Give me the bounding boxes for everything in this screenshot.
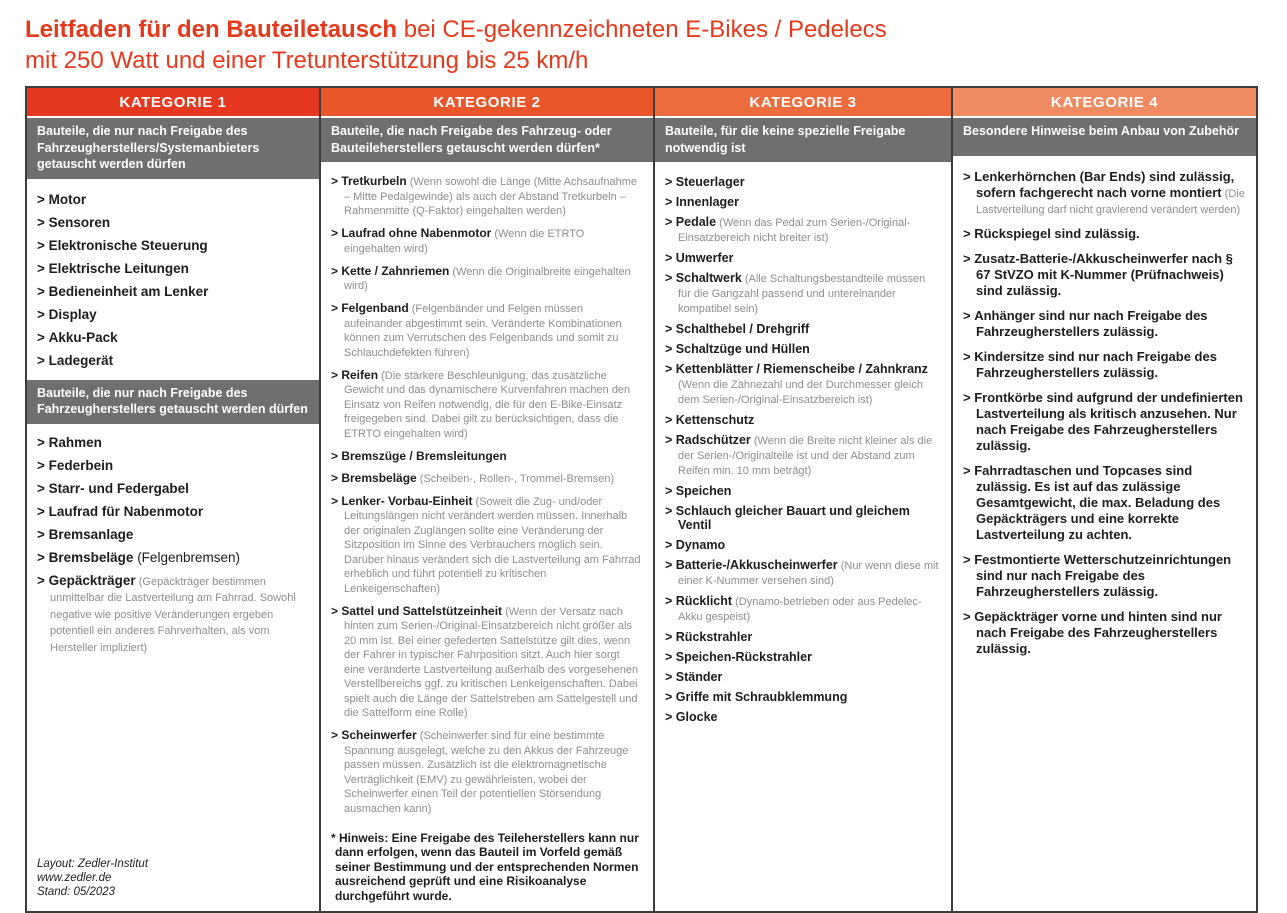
item-name: Umwerfer (675, 251, 734, 265)
category-table (25, 86, 1262, 913)
item-name: Gepäckträger vorne und hinten sind nur nach Freigabe des Fahrzeugherstellers zulässig. (974, 609, 1222, 656)
chevron-marker: > (37, 503, 49, 519)
page-title-rest: bei CE-gekennzeichneten E-Bikes / Pedelecs (397, 16, 887, 43)
item-name: Rückspiegel sind zulässig. (974, 226, 1140, 241)
list-item (37, 192, 309, 207)
list-item (331, 450, 643, 464)
chevron-marker: > (665, 484, 676, 498)
page-title-bold: Leitfaden für den Bauteiletausch (25, 16, 398, 43)
item-name: Laufrad ohne Nabenmotor (341, 226, 492, 240)
item-note: (Wenn das Pedal zum Serien-/Original-Einsatzbereich nicht breiter ist) (678, 217, 911, 244)
chevron-marker: > (665, 504, 676, 518)
column-header: KATEGORIE 1 (27, 88, 319, 118)
list-item (665, 484, 941, 498)
item-note: (Wenn die Originalbreite eingehalten wird) (344, 265, 631, 292)
chevron-marker: > (37, 214, 49, 230)
chevron-marker: > (331, 470, 342, 485)
list-item (665, 690, 941, 704)
item-name: Display (48, 306, 97, 322)
item-note: (Nur wenn diese mit einer K-Nummer versehen sind) (678, 560, 939, 587)
item-name: Laufrad für Nabenmotor (48, 503, 204, 519)
item-name: Innenlager (675, 195, 739, 209)
item-name: Kette / Zahnriemen (341, 263, 450, 278)
item-name: Festmontierte Wetterschutzeinrichtungen sind nur nach Freigabe des Fahrzeugherstellers zulässig. (974, 552, 1232, 599)
chevron-marker: > (37, 480, 49, 496)
list-item (665, 215, 941, 245)
item-name: Bremsbeläge (48, 549, 134, 565)
item-name: Rückstrahler (675, 630, 753, 644)
list-item (331, 605, 643, 721)
list-item (37, 481, 309, 496)
page-title (25, 14, 1262, 76)
document-page (0, 14, 1287, 903)
chevron-marker: > (665, 558, 676, 572)
list-item (331, 302, 643, 360)
item-name: Scheinwerfer (341, 728, 417, 742)
item-name: Fahrradtaschen und Topcases sind zulässig. Es ist auf das zulässige Gesamtgewicht, die max. Beladung des Gepäckträgers und eine korrekte Lastverteilung zu achten. (974, 463, 1221, 542)
list-item (963, 463, 1246, 543)
chevron-marker: > (963, 308, 975, 323)
item-name: Bedieneinheit am Lenker (48, 283, 209, 299)
list-item (665, 251, 941, 265)
column-kategorie-4 (951, 86, 1258, 913)
chevron-marker: > (665, 322, 676, 336)
item-name: Sensoren (48, 214, 111, 230)
column-kategorie-1 (25, 86, 321, 913)
column-subheader: Bauteile, die nach Freigabe des Fahrzeug- oder Bauteileherstellers getauscht werden dürfen* (321, 118, 653, 164)
item-name: Frontkörbe sind aufgrund der undefinierten Lastverteilung als kritisch anzusehen. Nur nach Freigabe des Fahrzeugherstellers zulässig. (974, 390, 1243, 453)
list-item (963, 226, 1246, 242)
chevron-marker: > (665, 271, 676, 285)
chevron-marker: > (665, 670, 676, 684)
item-note: (Die Lastverteilung darf nicht gravierend verändert werden) (976, 188, 1245, 216)
chevron-marker: > (963, 251, 975, 266)
item-note: (Die stärkere Beschleunigung, das zusätzliche Gewicht und das dynamischere Kurvenfahren machen den Einsatz von Reifen notwendig, die für den E-Bike-Einsatz freigegeben sind. Dabei gilt zu berücksichtigen, dass die ETRTO eingehalten wird) (344, 369, 631, 440)
column-subheader: Bauteile, für die keine spezielle Freigabe notwendig ist (655, 118, 951, 164)
chevron-marker: > (665, 538, 676, 552)
page-title-line2: mit 250 Watt und einer Tretunterstützung bis 25 km/h (25, 47, 589, 74)
list-item (37, 284, 309, 299)
chevron-marker: > (37, 260, 49, 276)
item-name: Lenkerhörnchen (Bar Ends) sind zulässig, sofern fachgerecht nach vorne montiert (974, 169, 1235, 200)
item-name: Ständer (675, 670, 723, 684)
item-name: Speichen-Rückstrahler (675, 650, 812, 664)
item-note: (Scheinwerfer sind für eine bestimmte Spannung ausgelegt, welche zu den Akkus der Fahrzeuge passen müssen. Zusätzlich ist die elektromagnetische Verträglichkeit (EMV) zu gewährleisten, wobei der Scheinwerfer einen Teil der potentiellen Störsendung ausmachen kann) (344, 730, 629, 815)
chevron-marker: > (963, 169, 975, 184)
column-body (655, 164, 951, 911)
item-name: Elektronische Steuerung (48, 237, 208, 253)
item-name: Tretkurbeln (341, 174, 407, 188)
item-name: Bremsanlage (48, 526, 134, 542)
item-name: Gepäckträger (48, 572, 136, 588)
column-kategorie-2 (319, 86, 655, 913)
list-item (665, 670, 941, 684)
chevron-marker: > (331, 226, 342, 240)
chevron-marker: > (37, 283, 49, 299)
item-name: Steuerlager (675, 175, 745, 189)
chevron-marker: > (665, 690, 676, 704)
item-name: Rahmen (48, 434, 102, 450)
item-note: (Scheiben-, Rollen-, Trommel-Bremsen) (416, 472, 615, 485)
item-name: Felgenband (341, 301, 409, 315)
chevron-marker: > (37, 352, 49, 368)
footer-line: Stand: 05/2023 (37, 886, 116, 898)
footnote-hinweis: * Hinweis: Eine Freigabe des Teileherstellers kann nur dann erfolgen, wenn das Bauteil im Vorfeld gemäß seiner Bestimmung und der entsprechenden Normen ausreichend geprüft und eine Risikoanalyse durchgeführt wurde. (331, 830, 639, 903)
list-item (37, 435, 309, 450)
item-name: Rücklicht (675, 594, 733, 608)
list-item (331, 729, 643, 816)
list-item (665, 650, 941, 664)
chevron-marker: > (963, 390, 975, 405)
list-item (331, 175, 643, 219)
website-text: www.zedler.de (37, 872, 112, 884)
item-note: (Wenn die Zähnezahl und der Durchmesser gleich dem Serien-/Original-Einsatzbereich ist) (678, 379, 923, 406)
list-item (665, 538, 941, 552)
item-name: Ladegerät (48, 352, 114, 368)
list-item (665, 504, 941, 532)
chevron-marker: > (331, 448, 342, 463)
list-item (331, 369, 643, 442)
item-name: Anhänger sind nur nach Freigabe des Fahrzeugherstellers zulässig. (974, 308, 1208, 339)
list-item (37, 238, 309, 253)
item-name: Speichen (675, 484, 732, 498)
list-item (37, 573, 309, 656)
chevron-marker: > (331, 263, 342, 278)
list-item (665, 413, 941, 427)
list-item (963, 552, 1246, 600)
list-item (37, 353, 309, 368)
item-name: Akku-Pack (48, 329, 118, 345)
section-midheader: Bauteile, die nur nach Freigabe des Fahrzeugherstellers getauscht werden dürfen (27, 380, 319, 424)
chevron-marker: > (665, 215, 676, 229)
chevron-marker: > (37, 434, 49, 450)
item-plain-text: (Felgenbremsen) (133, 549, 240, 565)
chevron-marker: > (37, 526, 49, 542)
footer-line: Layout: Zedler-Institut (37, 858, 149, 870)
item-note: (Wenn der Versatz nach hinten zum Serien-/Original-Einsatzbereich nicht größer als 20 mm ist. Bei einer gefederten Sattelstütze gilt dies, wenn der Fahrer in typischer Fahrposition sitzt. Auch hier sorgt eine veränderte Lastverteilung außerhalb des vorgesehenen Verstellbereichs ggf. zu kritischen Lenkeigenschaften. Dabei spielt auch die Länge der Sattelstreben am Sattelgestell und die Sattelform eine Rolle) (344, 605, 639, 719)
column-subheader: Besondere Hinweise beim Anbau von Zubehör (953, 118, 1256, 158)
list-item (37, 261, 309, 276)
chevron-marker: > (331, 174, 342, 188)
chevron-marker: > (331, 603, 342, 618)
list-item (37, 330, 309, 345)
column-body (27, 181, 319, 912)
chevron-marker: > (37, 457, 49, 473)
item-name: Schaltzüge und Hüllen (675, 342, 810, 356)
item-note: (Wenn die Breite nicht kleiner als die der Serien-/Originalteile ist und der Abstand zum Reifen min. 10 mm beträgt) (678, 435, 933, 477)
item-name: Griffe mit Schraubklemmung (675, 690, 848, 704)
list-item (963, 308, 1246, 340)
chevron-marker: > (331, 301, 342, 315)
list-item (37, 527, 309, 542)
list-item (665, 630, 941, 644)
chevron-marker: > (665, 594, 676, 608)
item-name: Motor (48, 191, 87, 207)
item-note: (Wenn die ETRTO eingehalten wird) (344, 228, 585, 255)
item-note: (Felgenbänder und Felgen müssen aufeinander abgestimmt sein. Veränderte Kombinationen können zum Verrutschen des Felgenbands und somit zu Schlauchdefekten führen) (344, 303, 622, 359)
column-subheader: Bauteile, die nur nach Freigabe des Fahrzeugherstellers/Systemanbieters getauscht werden dürfen (27, 118, 319, 181)
item-name: Bremszüge / Bremsleitungen (341, 448, 507, 463)
list-item (665, 558, 941, 588)
chevron-marker: > (665, 630, 676, 644)
chevron-marker: > (37, 329, 49, 345)
item-note: (Dynamo-betrieben oder aus Pedelec-Akku gespeist) (678, 596, 922, 623)
item-name: Lenker- Vorbau-Einheit (341, 493, 473, 508)
chevron-marker: > (331, 367, 342, 382)
list-item (37, 307, 309, 322)
column-header: KATEGORIE 3 (655, 88, 951, 118)
chevron-marker: > (665, 251, 676, 265)
chevron-marker: > (963, 609, 975, 624)
chevron-marker: > (331, 493, 342, 508)
chevron-marker: > (37, 306, 49, 322)
list-item (331, 495, 643, 597)
list-item (665, 195, 941, 209)
item-name: Glocke (675, 710, 718, 724)
chevron-marker: > (963, 349, 975, 364)
chevron-marker: > (963, 463, 975, 478)
list-item (963, 390, 1246, 454)
item-name: Reifen (341, 367, 379, 382)
chevron-marker: > (665, 650, 676, 664)
chevron-marker: > (37, 549, 49, 565)
list-item (665, 322, 941, 336)
list-item (665, 710, 941, 724)
item-name: Schlauch gleicher Bauart und gleichem Ventil (675, 504, 910, 532)
list-item (331, 265, 643, 294)
item-name: Zusatz-Batterie-/Akkuscheinwerfer nach § 67 StVZO mit K-Nummer (Prüfnachweis) sind zulässig. (974, 251, 1233, 298)
item-name: Schaltwerk (675, 271, 742, 285)
list-item (37, 504, 309, 519)
list-item (665, 362, 941, 407)
list-item (331, 472, 643, 487)
list-item (963, 169, 1246, 217)
list-item (963, 609, 1246, 657)
chevron-marker: > (37, 572, 49, 588)
item-name: Kindersitze sind nur nach Freigabe des Fahrzeugherstellers zulässig. (974, 349, 1217, 380)
chevron-marker: > (37, 191, 49, 207)
chevron-marker: > (665, 413, 676, 427)
item-name: Starr- und Federgabel (48, 480, 189, 496)
item-name: Batterie-/Akkuscheinwerfer (675, 558, 838, 572)
chevron-marker: > (37, 237, 49, 253)
item-note: (Soweit die Zug- und/oder Leitungslängen nicht verändert werden müssen. Innerhalb der originalen Zuglängen sollte eine Veränderung der Sitzposition im Sinne des Verbrauchers möglich sein. Darüber hinaus verändert sich die Lastverteilung am Fahrrad erheblich und führt potentiell zu kritischen Lenkeigenschaften) (344, 495, 641, 595)
chevron-marker: > (331, 728, 342, 742)
chevron-marker: > (665, 710, 676, 724)
column-kategorie-3 (653, 86, 953, 913)
item-note: (Gepäckträger bestimmen unmittelbar die Lastverteilung am Fahrrad. Sowohl negative wie positive Veränderungen ergeben potentiell ein anderes Fahrverhalten, als vom Hersteller impliziert) (50, 575, 296, 654)
imprint-footer (37, 857, 309, 903)
column-body (953, 158, 1256, 911)
list-item (37, 458, 309, 473)
item-name: Kettenblätter / Riemenscheibe / Zahnkranz (675, 362, 928, 376)
item-name: Schalthebel / Drehgriff (675, 322, 810, 336)
item-note: (Wenn sowohl die Länge (Mitte Achsaufnahme – Mitte Pedalgewinde) als auch der Abstand Tretkurbeln – Rahmenmitte (Q-Faktor) eingehalten werden) (344, 176, 638, 217)
chevron-marker: > (963, 226, 975, 241)
chevron-marker: > (665, 195, 676, 209)
chevron-marker: > (665, 362, 676, 376)
list-item (963, 349, 1246, 381)
chevron-marker: > (963, 552, 975, 567)
list-item (665, 433, 941, 478)
item-name: Radschützer (675, 433, 751, 447)
list-item (665, 594, 941, 624)
item-note: (Alle Schaltungsbestandteile müssen für die Gangzahl passend und untereinander kompatibel sein) (678, 273, 926, 315)
item-name: Elektrische Leitungen (48, 260, 189, 276)
list-item (665, 271, 941, 316)
column-header: KATEGORIE 2 (321, 88, 653, 118)
item-name: Federbein (48, 457, 114, 473)
item-name: Bremsbeläge (341, 470, 417, 485)
list-item (37, 215, 309, 230)
list-item (37, 550, 309, 565)
list-item (331, 227, 643, 256)
list-item (963, 251, 1246, 299)
chevron-marker: > (665, 175, 676, 189)
column-header: KATEGORIE 4 (953, 88, 1256, 118)
column-body (321, 164, 653, 911)
list-item (665, 175, 941, 189)
chevron-marker: > (665, 342, 676, 356)
chevron-marker: > (665, 433, 676, 447)
item-name: Pedale (675, 215, 717, 229)
item-name: Dynamo (675, 538, 726, 552)
list-item (665, 342, 941, 356)
item-name: Sattel und Sattelstützeinheit (341, 603, 503, 618)
item-name: Kettenschutz (675, 413, 755, 427)
